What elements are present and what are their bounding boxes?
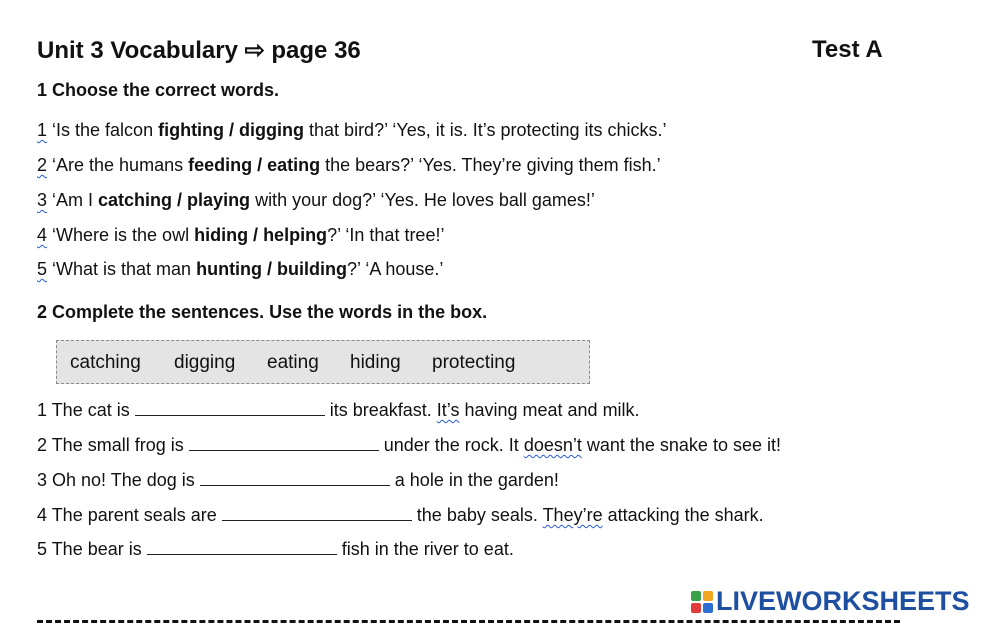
answer-blank[interactable] [135,401,325,416]
item-number: 1 [37,400,48,420]
item-number: 5 [37,259,48,279]
ex2-item-1: 1 The cat is its breakfast. It’s having meat and milk. [37,400,640,420]
exercise2-heading: 2 Complete the sentences. Use the words in the box. [37,302,488,322]
ex1-item-1: 1 ‘Is the falcon fighting / digging that bird?’ ‘Yes, it is. It’s protecting its chicks.’ [37,120,667,140]
footer-divider [37,620,900,623]
logo-text: LIVEWORKSHEETS [716,586,970,616]
item-number: 3 [37,190,48,210]
page-title: Unit 3 Vocabulary ⇨ page 36 [37,37,361,64]
word-box [56,340,590,384]
logo-grid-icon [691,591,713,613]
choice-words[interactable]: hunting / building [196,259,348,279]
logo-square [691,603,701,613]
ex1-item-3: 3 ‘Am I catching / playing with your dog?’ ‘Yes. He loves ball games!’ [37,190,595,210]
ex1-item-5: 5 ‘What is that man hunting / building?’ ‘A house.’ [37,259,444,279]
ex2-item-3: 3 Oh no! The dog is a hole in the garden! [37,470,559,490]
ex2-item-5: 5 The bear is fish in the river to eat. [37,539,514,559]
box-word: eating [267,352,319,373]
choice-words[interactable]: catching / playing [98,190,251,210]
ex2-item-4: 4 The parent seals are the baby seals. They’re attacking the shark. [37,505,764,525]
choice-words[interactable]: hiding / helping [194,225,328,245]
ex2-item-2: 2 The small frog is under the rock. It doesn’t want the snake to see it! [37,435,781,455]
choice-words[interactable]: fighting / digging [158,120,305,140]
answer-blank[interactable] [189,436,379,451]
box-word: protecting [432,352,516,373]
item-number: 1 [37,120,48,140]
logo-square [703,603,713,613]
item-number: 3 [37,470,48,490]
choice-words[interactable]: feeding / eating [188,155,321,175]
box-word: hiding [350,352,401,373]
box-word: catching [70,352,141,373]
answer-blank[interactable] [200,471,390,486]
item-number: 2 [37,435,48,455]
logo-square [691,591,701,601]
box-word: digging [174,352,236,373]
exercise1-heading: 1 Choose the correct words. [37,80,280,100]
item-number: 2 [37,155,48,175]
item-number: 4 [37,225,48,245]
answer-blank[interactable] [222,506,412,521]
item-number: 4 [37,505,48,525]
logo-square [703,591,713,601]
test-label: Test A [812,36,883,63]
liveworksheets-logo[interactable] [691,586,970,617]
ex1-item-2: 2 ‘Are the humans feeding / eating the bears?’ ‘Yes. They’re giving them fish.’ [37,155,661,175]
ex1-item-4: 4 ‘Where is the owl hiding / helping?’ ‘In that tree!’ [37,225,445,245]
item-number: 5 [37,539,48,559]
answer-blank[interactable] [147,540,337,555]
